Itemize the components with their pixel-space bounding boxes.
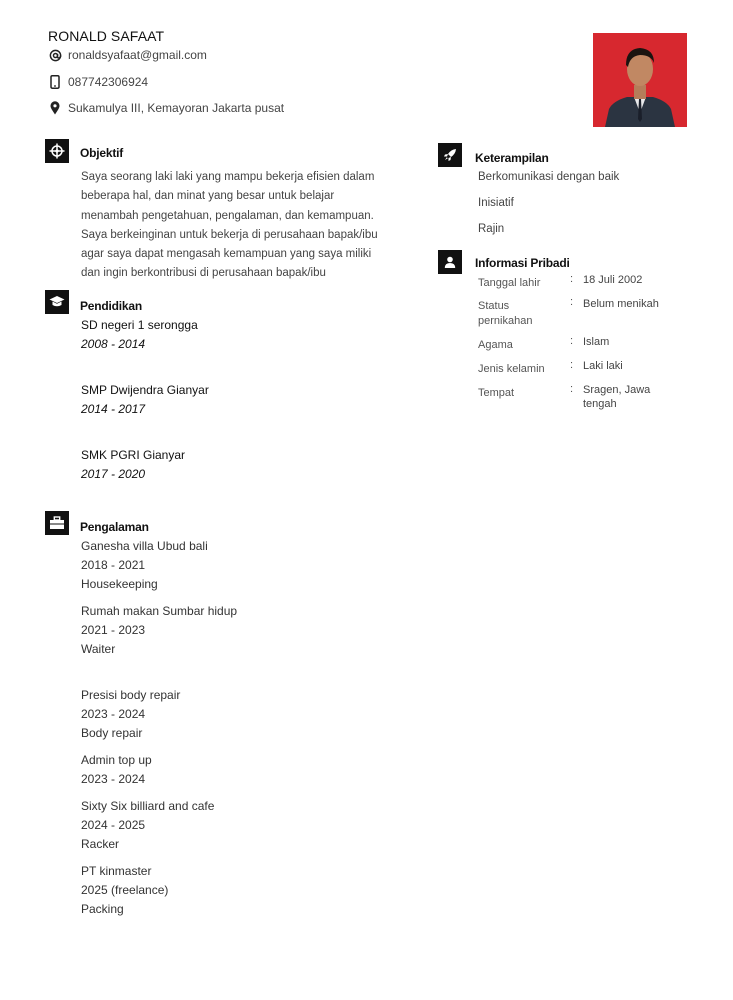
map-pin-icon	[48, 101, 62, 115]
objective-line: Saya berkeinginan untuk bekerja di perusahaan bapak/ibu	[81, 228, 378, 241]
experience-role: Body repair	[81, 726, 143, 740]
info-value: Sragen, Jawa tengah	[583, 384, 651, 410]
experience-years: 2024 - 2025	[81, 818, 146, 832]
info-value: Belum menikah	[583, 298, 659, 310]
experience-role: Waiter	[81, 642, 116, 656]
info-value: 18 Juli 2002	[583, 274, 643, 286]
info-label: Jenis kelamin	[478, 363, 545, 375]
education-school: SD negeri 1 serongga	[81, 318, 198, 332]
objective-line: beberapa hal, dan minat yang besar untuk belajar	[81, 190, 335, 203]
experience-place: PT kinmaster	[81, 864, 152, 878]
experience-place: Sixty Six billiard and cafe	[81, 799, 215, 813]
education-title: Pendidikan	[80, 299, 143, 313]
profile-photo	[593, 33, 687, 127]
info-label: Tempat	[478, 387, 515, 399]
info-label: Status pernikahan	[478, 300, 533, 327]
objective-text	[81, 168, 416, 284]
user-icon	[438, 250, 462, 274]
education-years: 2014 - 2017	[81, 402, 146, 416]
email-text: ronaldsyafaat@gmail.com	[68, 48, 207, 62]
info-colon: :	[570, 296, 574, 308]
education-school: SMK PGRI Gianyar	[81, 448, 186, 462]
experience-years: 2023 - 2024	[81, 707, 146, 721]
personal-info-title: Informasi Pribadi	[475, 256, 570, 270]
info-value: Islam	[583, 336, 610, 348]
graduation-cap-icon	[45, 290, 69, 314]
experience-years: 2021 - 2023	[81, 623, 146, 637]
target-icon	[45, 139, 69, 163]
info-value: Laki laki	[583, 360, 623, 372]
education-years: 2017 - 2020	[81, 467, 146, 481]
education-years: 2008 - 2014	[81, 337, 146, 351]
objective-line: agar saya dapat mengasah kemampuan yang saya miliki	[81, 248, 372, 261]
info-label: Agama	[478, 339, 513, 351]
experience-years: 2025 (freelance)	[81, 883, 169, 897]
skill-item: Berkomunikasi dengan baik	[478, 171, 620, 183]
objective-title: Objektif	[80, 146, 124, 160]
experience-place: Ganesha villa Ubud bali	[81, 539, 208, 553]
skill-item: Rajin	[478, 223, 505, 235]
info-colon: :	[570, 273, 574, 285]
contact-phone	[48, 75, 148, 89]
objective-line: dan ingin berkontribusi di perusahaan bapak/ibu	[81, 267, 326, 280]
address-text: Sukamulya III, Kemayoran Jakarta pusat	[68, 101, 285, 115]
experience-years: 2018 - 2021	[81, 558, 146, 572]
objective-line: Saya seorang laki laki yang mampu bekerja efisien dalam	[81, 171, 375, 183]
phone-icon	[48, 75, 62, 89]
skill-item: Inisiatif	[478, 197, 514, 209]
resume-name: RONALD SAFAAT	[48, 28, 165, 44]
education-school: SMP Dwijendra Gianyar	[81, 383, 209, 397]
experience-place: Admin top up	[81, 753, 152, 767]
contact-email	[48, 48, 207, 62]
info-colon: :	[570, 383, 574, 395]
info-colon: :	[570, 359, 574, 371]
experience-title: Pengalaman	[80, 520, 149, 534]
objective-line: menambah pengetahuan, pengalaman, dan kemampuan.	[81, 209, 374, 222]
briefcase-icon	[45, 511, 69, 535]
contact-address	[48, 101, 284, 115]
phone-text: 087742306924	[68, 75, 149, 89]
experience-place: Rumah makan Sumbar hidup	[81, 604, 238, 618]
experience-place: Presisi body repair	[81, 688, 181, 702]
info-colon: :	[570, 335, 574, 347]
experience-role: Housekeeping	[81, 577, 158, 591]
skills-title: Keterampilan	[475, 151, 549, 165]
experience-years: 2023 - 2024	[81, 772, 146, 786]
experience-role: Racker	[81, 837, 120, 851]
rocket-icon	[438, 143, 462, 167]
info-label: Tanggal lahir	[478, 277, 541, 289]
experience-role: Packing	[81, 902, 124, 916]
at-icon	[48, 48, 62, 62]
